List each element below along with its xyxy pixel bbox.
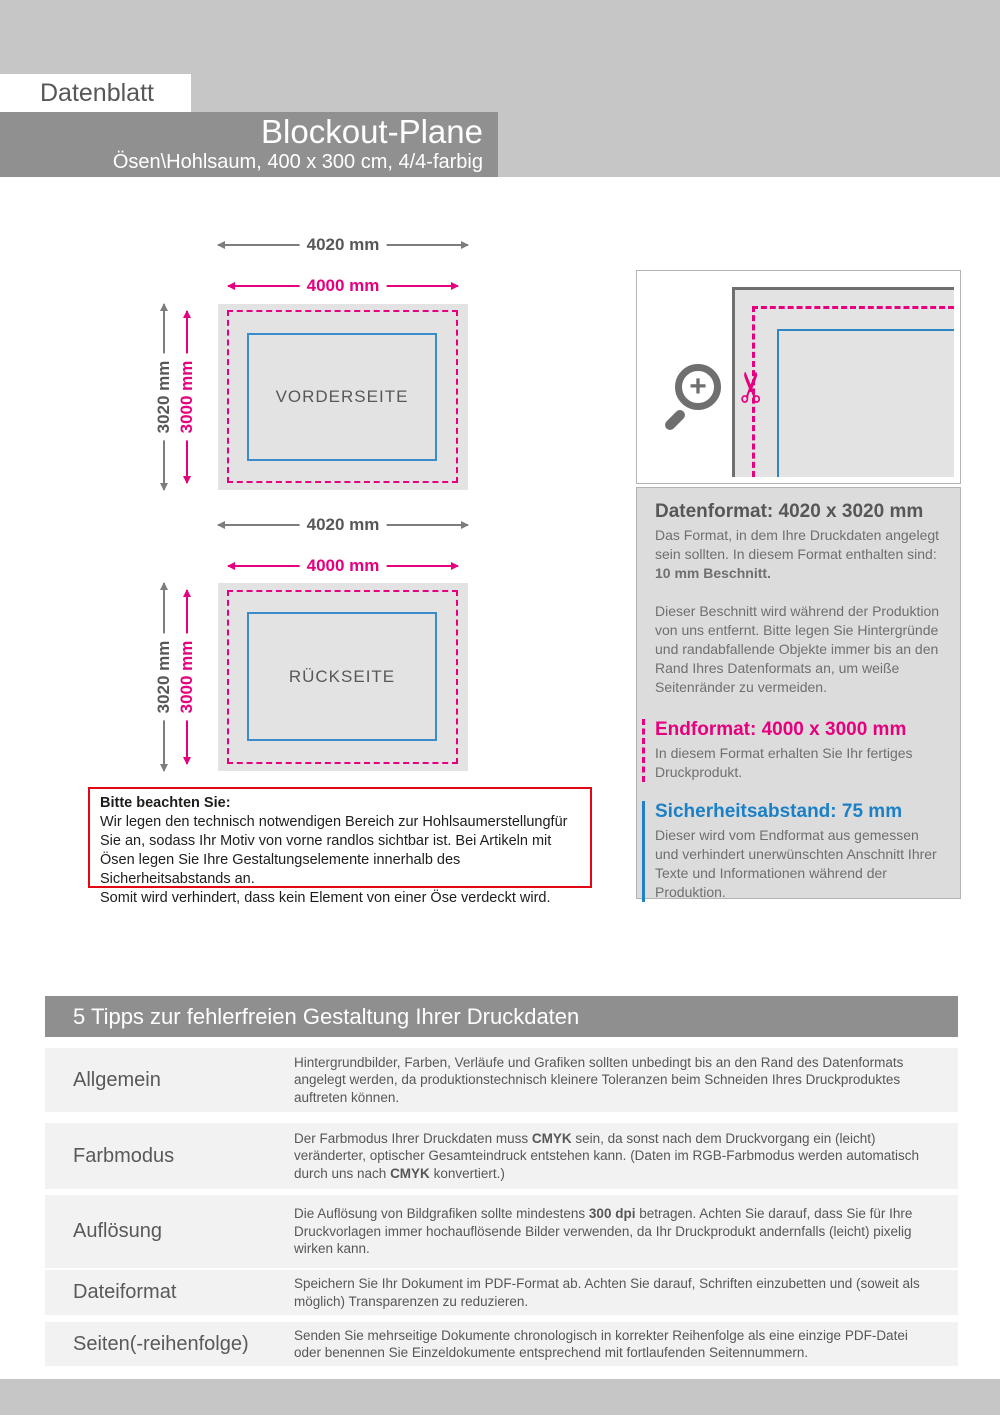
plus-glyph: +	[689, 370, 707, 403]
tip-row-aufloesung	[45, 1195, 958, 1268]
detail-safety-line-horizontal	[777, 329, 954, 331]
scissors-icon: ✂	[727, 369, 776, 405]
front-outer-height-arrow	[154, 304, 173, 490]
back-outer-height-value: 3020 mm	[154, 634, 174, 721]
tip-row-dateiformat	[45, 1270, 958, 1315]
magnifier-handle	[663, 408, 687, 432]
sicherheitsabstand-paragraph: Dieser wird vom Endformat aus gemessen und verhindert unerwünschten Anschnitt Ihrer Texte und Informationen während der Produktion.	[655, 827, 937, 900]
endformat-paragraph: In diesem Format erhalten Sie Ihr fertiges Druckprodukt.	[655, 745, 913, 780]
tip-text: Senden Sie mehrseitige Dokumente chronologisch in korrekter Reihenfolge als eine einzige PDF-Datei oder benennen Sie Einzeldokumente entsprechend mit fortlaufenden Seitennummern.	[294, 1327, 908, 1360]
front-outer-width-arrow	[218, 235, 468, 254]
detail-bleed-line-horizontal	[752, 306, 954, 309]
notice-box	[88, 787, 592, 906]
product-title: Blockout-Plane	[261, 113, 483, 150]
back-side-label: RÜCKSEITE	[288, 666, 396, 686]
title-band	[0, 112, 498, 177]
tip-label: Auflösung	[73, 1220, 162, 1242]
back-outer-height-arrow	[154, 583, 173, 771]
tip-text: Speichern Sie Ihr Dokument im PDF-Format ab. Achten Sie darauf, Schriften einzubetten und (soweit als möglich) Transparenzen zu reduzieren.	[294, 1276, 920, 1309]
tip-label: Seiten(-reihenfolge)	[73, 1332, 249, 1355]
tip-text: Hintergrundbilder, Farben, Verläufe und Grafiken sollten unbedingt bis an den Rand des Datenformats angelegt werden, da produktionstechnisch kleinere Toleranzen beim Schneiden Ihres Druckproduktes auftreten können.	[294, 1054, 904, 1105]
tips-section-heading: 5 Tipps zur fehlerfreien Gestaltung Ihrer Druckdaten	[45, 996, 958, 1037]
front-inner-height-value: 3000 mm	[177, 354, 197, 441]
notice-heading: Bitte beachten Sie:	[100, 795, 231, 811]
tip-label: Allgemein	[73, 1068, 161, 1091]
back-outer-width-arrow	[218, 515, 468, 534]
sicherheitsabstand-heading: Sicherheitsabstand: 75 mm	[655, 801, 903, 822]
tip-text: Der Farbmodus Ihrer Druckdaten muss CMYK sein, da sonst nach dem Druckvorgang ein (leicht) veränderter, optischer Gesamteindruck entstehen kann. (Daten im RGB-Farbmodus werden automatisch durch uns nach CMYK konvertiert.)	[294, 1130, 920, 1181]
front-inner-height-arrow	[177, 311, 196, 483]
notice-body: Wir legen den technisch notwendigen Bereich zur Hohlsaumerstellungfür Sie an, sodass Ihr Motiv von vorne randlos sichtbar ist. Bei Artikeln mit Ösen legen Sie Ihre Gestaltungselemente innerhalb des Sicherheitsabstands an.	[100, 814, 568, 887]
datenformat-paragraph-2: Dieser Beschnitt wird während der Produktion von uns entfernt. Bitte legen Sie Hintergründe und randabfallende Objekte immer bis an den Rand Ihres Datenformats an, um weiße Seitenränder zu vermeiden.	[655, 603, 940, 695]
tip-row-seitenreihenfolge	[45, 1322, 958, 1366]
sicherheitsabstand-block	[642, 801, 946, 902]
datenformat-heading: Datenformat: 4020 x 3020 mm	[655, 501, 924, 522]
tip-text: Die Auflösung von Bildgrafiken sollte mindestens 300 dpi betragen. Achten Sie darauf, dass Sie für Ihre Druckvorlagen immer hochauflösende Bilder verwenden, da Ihr Druckprodukt andernfalls (leicht) pixelig wirken kann.	[294, 1206, 913, 1257]
front-inner-width-value: 4000 mm	[300, 276, 387, 296]
corner-detail-illustration	[636, 270, 961, 484]
back-inner-height-arrow	[177, 590, 196, 764]
front-outer-height-value: 3020 mm	[154, 354, 174, 441]
front-outer-width-value: 4020 mm	[300, 235, 387, 255]
front-side-label: VORDERSEITE	[275, 387, 409, 406]
zoom-plus-icon	[675, 364, 721, 410]
product-subtitle: Ösen\Hohlsaum, 400 x 300 cm, 4/4-farbig	[112, 151, 483, 173]
endformat-heading: Endformat: 4000 x 3000 mm	[655, 719, 907, 740]
back-outer-width-value: 4020 mm	[300, 515, 387, 535]
format-info-panel	[636, 487, 961, 899]
front-inner-width-arrow	[228, 276, 458, 295]
tip-label: Dateiformat	[73, 1281, 177, 1303]
bottom-gray-band	[0, 1379, 1000, 1415]
back-inner-height-value: 3000 mm	[177, 634, 197, 721]
back-safety-area	[247, 612, 437, 741]
notice-body-2: Somit wird verhindert, dass kein Element von einer Öse verdeckt wird.	[100, 890, 551, 906]
back-inner-width-arrow	[228, 556, 458, 575]
front-safety-area	[247, 333, 437, 461]
datenformat-paragraph-1: Das Format, in dem Ihre Druckdaten angelegt sein sollten. In diesem Format enthalten sind: 10 mm Beschnitt.	[655, 527, 940, 581]
tip-label: Farbmodus	[73, 1144, 175, 1167]
doc-type-label: Datenblatt	[0, 74, 191, 112]
back-inner-width-value: 4000 mm	[300, 556, 387, 576]
tip-row-allgemein	[45, 1048, 958, 1112]
tip-row-farbmodus	[45, 1123, 958, 1189]
endformat-block	[642, 719, 946, 782]
